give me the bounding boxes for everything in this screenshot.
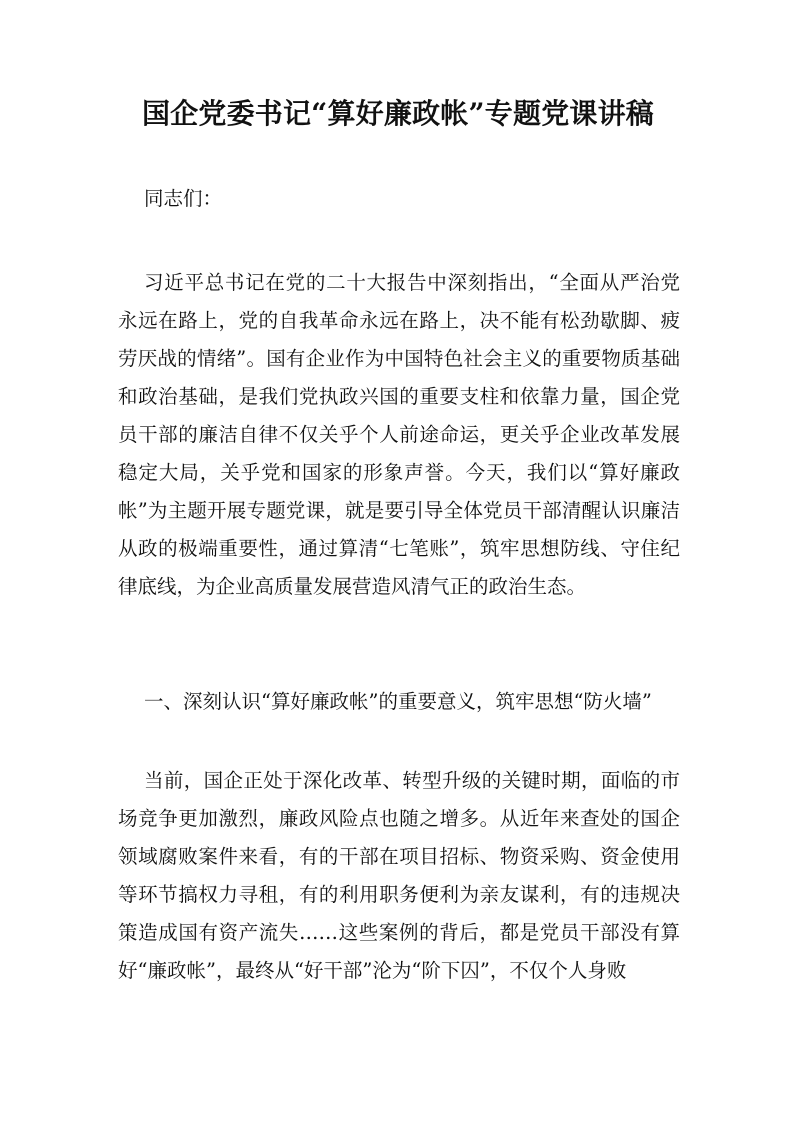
paragraph-section-1: 当前，国企正处于深化改革、转型升级的关键时期，面临的市场竞争更加激烈，廉政风险点也随之增多。从近年来查处的国企领域腐败案件来看，有的干部在项目招标、物资采购、资金使用等环节搞权力寻租，有的利用职务便利为亲友谋利，有的违规决策造成国有资产流失……这些案例的背后，都是党员干部没有算好“廉政帐”，最终从“好干部”沦为“阶下囚”，不仅个人身败 xyxy=(118,769,680,982)
greeting: 同志们： xyxy=(144,187,223,210)
section-heading-1: 一、深刻认识“算好廉政帐”的重要意义，筑牢思想“防火墙” xyxy=(144,690,652,713)
document-title: 国企党委书记“算好廉政帐”专题党课讲稿 xyxy=(141,97,654,130)
paragraph-intro: 习近平总书记在党的二十大报告中深刻指出，“全面从严治党永远在路上，党的自我革命永远在路上，决不能有松劲歇脚、疲劳厌战的情绪”。国有企业作为中国特色社会主义的重要物质基础和政治基础，是我们党执政兴国的重要支柱和依靠力量，国企党员干部的廉洁自律不仅关乎个人前途命运，更关乎企业改革发展稳定大局，关乎党和国家的形象声誉。今天，我们以“算好廉政帐”为主题开展专题党课，就是要引导全体党员干部清醒认识廉洁从政的极端重要性，通过算清“七笔账”，筑牢思想防线、守住纪律底线，为企业高质量发展营造风清气正的政治生态。 xyxy=(118,271,680,598)
